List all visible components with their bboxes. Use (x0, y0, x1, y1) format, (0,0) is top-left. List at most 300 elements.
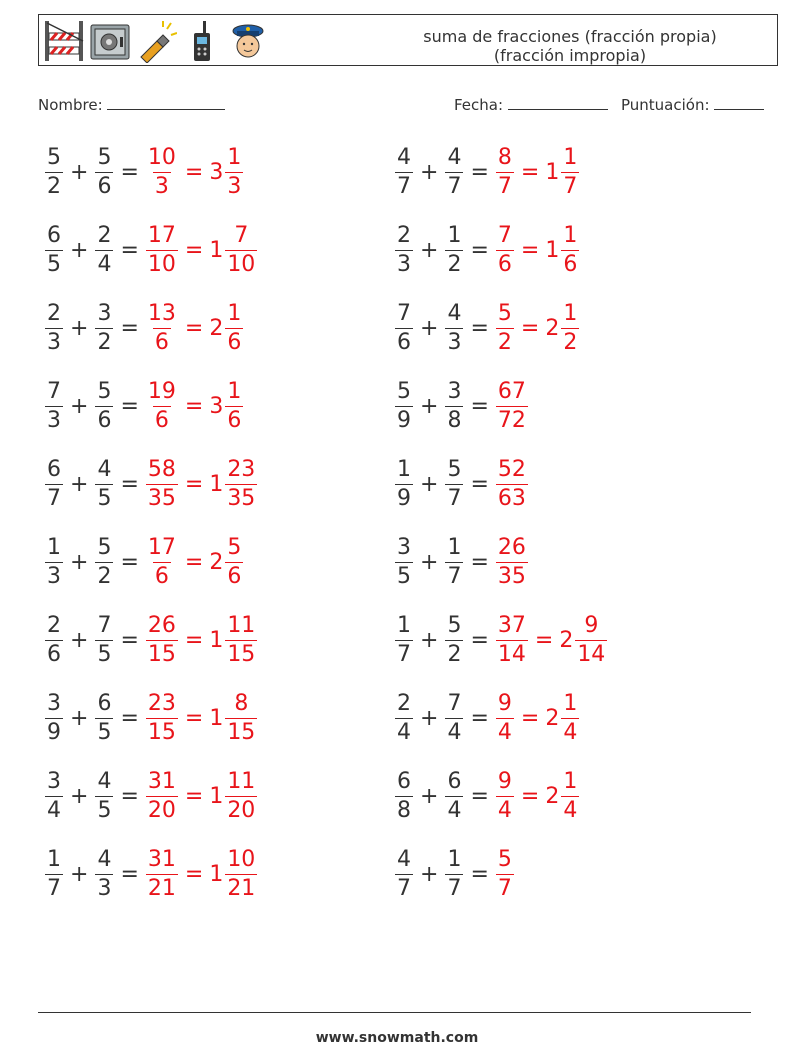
improper-answer (496, 378, 528, 433)
problem-row (44, 766, 258, 826)
improper-answer-denominator: 15 (147, 719, 176, 745)
addend-a (395, 846, 413, 901)
addend-a (395, 222, 413, 277)
addend-b-numerator: 5 (447, 612, 462, 638)
addend-b-numerator: 6 (447, 768, 462, 794)
mixed-whole: 1 (209, 705, 224, 731)
mixed-fraction (225, 534, 243, 589)
improper-answer (496, 300, 514, 355)
problem-row (44, 298, 244, 358)
improper-answer (146, 690, 178, 745)
equals-sign-answer: = (184, 861, 204, 887)
addend-a (45, 300, 63, 355)
walkie-talkie-icon (181, 19, 223, 63)
addend-a-numerator: 4 (397, 144, 411, 170)
improper-answer (146, 222, 178, 277)
addend-a-numerator: 3 (47, 690, 61, 716)
mixed-fraction-numerator: 1 (563, 690, 578, 716)
addend-b-denominator: 5 (97, 641, 112, 667)
addend-a-denominator: 7 (397, 173, 411, 199)
mixed-fraction-denominator: 4 (563, 719, 578, 745)
addend-a-denominator: 5 (47, 251, 61, 277)
improper-answer-denominator: 3 (154, 173, 169, 199)
equals-sign-answer: = (520, 159, 540, 185)
equals-sign: = (470, 861, 489, 887)
mixed-fraction-numerator: 5 (227, 534, 242, 560)
improper-answer (496, 612, 528, 667)
improper-answer (496, 456, 528, 511)
addend-a-numerator: 3 (397, 534, 411, 560)
mixed-fraction-denominator: 4 (563, 797, 578, 823)
addend-a-numerator: 7 (397, 300, 411, 326)
improper-answer-denominator: 21 (147, 875, 176, 901)
improper-answer-numerator: 10 (147, 144, 176, 170)
addend-a-denominator: 4 (47, 797, 61, 823)
addend-b-denominator: 8 (447, 407, 462, 433)
improper-answer-denominator: 72 (497, 407, 526, 433)
mixed-fraction-numerator: 1 (227, 378, 242, 404)
plus-sign: + (420, 627, 439, 653)
mixed-whole: 2 (209, 315, 224, 341)
mixed-fraction (561, 690, 579, 745)
addend-a-numerator: 6 (47, 222, 61, 248)
mixed-fraction-numerator: 1 (563, 222, 578, 248)
addend-a (45, 690, 63, 745)
problem-row (44, 688, 258, 748)
improper-answer-denominator: 14 (497, 641, 526, 667)
improper-answer-denominator: 15 (147, 641, 176, 667)
mixed-fraction-numerator: 8 (234, 690, 249, 716)
mixed-fraction (561, 300, 579, 355)
mixed-fraction (561, 222, 579, 277)
equals-sign-answer: = (184, 237, 204, 263)
addend-a-denominator: 9 (47, 719, 61, 745)
mixed-fraction-numerator: 1 (563, 768, 578, 794)
mixed-whole: 1 (209, 783, 224, 809)
addend-b-numerator: 6 (97, 690, 112, 716)
safe-icon (89, 19, 131, 63)
equals-sign-answer: = (184, 705, 204, 731)
plus-sign: + (70, 471, 89, 497)
improper-answer-numerator: 13 (147, 300, 176, 326)
improper-answer (146, 612, 178, 667)
addend-a-denominator: 5 (397, 563, 411, 589)
mixed-fraction (225, 300, 243, 355)
problem-row (394, 454, 529, 514)
addend-b-numerator: 4 (97, 456, 112, 482)
addend-a (395, 612, 413, 667)
mixed-fraction-numerator: 1 (227, 144, 242, 170)
addend-b (445, 846, 463, 901)
addend-b-numerator: 4 (97, 846, 112, 872)
addend-b (95, 846, 113, 901)
addend-a-denominator: 7 (397, 875, 411, 901)
problem-row (394, 298, 580, 358)
mixed-whole: 2 (559, 627, 574, 653)
equals-sign: = (120, 861, 139, 887)
equals-sign: = (120, 471, 139, 497)
improper-answer-denominator: 4 (497, 797, 512, 823)
addend-a-denominator: 3 (47, 329, 61, 355)
addend-a-denominator: 7 (47, 875, 61, 901)
addend-b-denominator: 5 (97, 485, 112, 511)
improper-answer (146, 846, 178, 901)
addend-b (95, 768, 113, 823)
problem-row (44, 142, 244, 202)
plus-sign: + (70, 237, 89, 263)
improper-answer-numerator: 8 (497, 144, 512, 170)
improper-answer-numerator: 7 (497, 222, 512, 248)
plus-sign: + (420, 237, 439, 263)
improper-answer-numerator: 26 (497, 534, 526, 560)
mixed-fraction-numerator: 1 (563, 144, 578, 170)
mixed-fraction-denominator: 6 (227, 407, 242, 433)
improper-answer (496, 534, 528, 589)
mixed-fraction-numerator: 23 (227, 456, 256, 482)
improper-answer-denominator: 35 (497, 563, 526, 589)
improper-answer-denominator: 6 (497, 251, 512, 277)
equals-sign: = (470, 159, 489, 185)
addend-a-denominator: 9 (397, 485, 411, 511)
addend-b-numerator: 1 (447, 846, 462, 872)
plus-sign: + (70, 627, 89, 653)
addend-b (95, 456, 113, 511)
addend-b-numerator: 4 (97, 768, 112, 794)
plus-sign: + (420, 471, 439, 497)
mixed-whole: 1 (209, 237, 224, 263)
addend-a-denominator: 3 (47, 563, 61, 589)
improper-answer-denominator: 63 (497, 485, 526, 511)
improper-answer (496, 846, 514, 901)
improper-answer-numerator: 31 (147, 846, 176, 872)
date-label: Fecha: (454, 96, 504, 114)
score-blank[interactable] (714, 95, 764, 110)
mixed-fraction-denominator: 3 (227, 173, 242, 199)
addend-a (45, 144, 63, 199)
addend-b-numerator: 3 (97, 300, 112, 326)
improper-answer-numerator: 5 (497, 846, 512, 872)
equals-sign: = (120, 705, 139, 731)
addend-a (395, 534, 413, 589)
addend-a-denominator: 3 (397, 251, 411, 277)
mixed-fraction-denominator: 6 (227, 563, 242, 589)
addend-a-denominator: 7 (397, 641, 411, 667)
mixed-fraction (561, 144, 579, 199)
addend-b-denominator: 7 (447, 563, 462, 589)
improper-answer (496, 690, 514, 745)
equals-sign: = (470, 783, 489, 809)
addend-a-denominator: 8 (397, 797, 411, 823)
addend-a-numerator: 1 (397, 612, 411, 638)
improper-answer-numerator: 37 (497, 612, 526, 638)
addend-b (95, 690, 113, 745)
addend-b-denominator: 5 (97, 719, 112, 745)
worksheet-title (369, 27, 771, 65)
equals-sign: = (120, 549, 139, 575)
footer-divider (38, 1012, 751, 1013)
improper-answer-numerator: 67 (497, 378, 526, 404)
score-label: Puntuación: (621, 96, 710, 114)
equals-sign: = (470, 315, 489, 341)
problem-row (394, 142, 580, 202)
mixed-fraction (225, 456, 257, 511)
equals-sign-answer: = (184, 471, 204, 497)
improper-answer-numerator: 58 (147, 456, 176, 482)
mixed-fraction-numerator: 11 (227, 768, 256, 794)
plus-sign: + (70, 315, 89, 341)
police-officer-icon (227, 19, 269, 63)
improper-answer-numerator: 19 (147, 378, 176, 404)
plus-sign: + (420, 549, 439, 575)
barrier-icon (43, 19, 85, 63)
addend-a-numerator: 5 (47, 144, 61, 170)
addend-a-numerator: 5 (397, 378, 411, 404)
problem-row (394, 688, 580, 748)
mixed-fraction-denominator: 14 (577, 641, 606, 667)
addend-a (45, 768, 63, 823)
name-blank[interactable] (107, 95, 225, 110)
mixed-fraction (225, 612, 257, 667)
addend-a-denominator: 3 (47, 407, 61, 433)
problem-row (44, 220, 258, 280)
problem-row (44, 454, 258, 514)
addend-b (95, 144, 113, 199)
improper-answer-denominator: 6 (154, 329, 169, 355)
addend-b (445, 690, 463, 745)
equals-sign: = (470, 549, 489, 575)
problem-row (44, 610, 258, 670)
equals-sign-answer: = (520, 237, 540, 263)
equals-sign-answer: = (184, 549, 204, 575)
improper-answer-numerator: 31 (147, 768, 176, 794)
plus-sign: + (70, 159, 89, 185)
worksheet-header (38, 14, 778, 66)
equals-sign: = (470, 705, 489, 731)
addend-b (445, 378, 463, 433)
improper-answer-numerator: 26 (147, 612, 176, 638)
mixed-fraction-denominator: 35 (227, 485, 256, 511)
addend-b-denominator: 2 (447, 251, 462, 277)
addend-b-denominator: 7 (447, 875, 462, 901)
addend-b-numerator: 4 (447, 144, 462, 170)
mixed-whole: 2 (545, 705, 560, 731)
addend-b-numerator: 5 (97, 534, 112, 560)
mixed-fraction-denominator: 6 (563, 251, 578, 277)
problem-row (394, 532, 529, 592)
improper-answer-denominator: 7 (497, 173, 512, 199)
addend-b (445, 144, 463, 199)
equals-sign-answer: = (520, 315, 540, 341)
improper-answer-numerator: 9 (497, 768, 512, 794)
plus-sign: + (70, 705, 89, 731)
addend-b-denominator: 7 (447, 173, 462, 199)
mixed-fraction (225, 846, 257, 901)
improper-answer-denominator: 4 (497, 719, 512, 745)
addend-b-denominator: 2 (97, 329, 112, 355)
equals-sign: = (120, 315, 139, 341)
problem-row (394, 844, 515, 904)
addend-b-denominator: 2 (447, 641, 462, 667)
mixed-fraction-denominator: 20 (227, 797, 256, 823)
plus-sign: + (70, 393, 89, 419)
improper-answer-numerator: 23 (147, 690, 176, 716)
plus-sign: + (420, 783, 439, 809)
mixed-fraction-numerator: 10 (227, 846, 256, 872)
improper-answer (146, 456, 178, 511)
plus-sign: + (420, 315, 439, 341)
addend-a (395, 144, 413, 199)
addend-a-numerator: 1 (47, 846, 61, 872)
problem-row (394, 220, 580, 280)
improper-answer (496, 768, 514, 823)
plus-sign: + (420, 393, 439, 419)
mixed-whole: 3 (209, 393, 224, 419)
addend-b (445, 300, 463, 355)
addend-a (395, 456, 413, 511)
equals-sign-answer: = (520, 783, 540, 809)
equals-sign: = (120, 159, 139, 185)
equals-sign: = (120, 237, 139, 263)
addend-b-denominator: 3 (447, 329, 462, 355)
addend-b (95, 300, 113, 355)
addend-a-numerator: 6 (47, 456, 61, 482)
addend-a-numerator: 2 (47, 300, 61, 326)
improper-answer-denominator: 6 (154, 407, 169, 433)
mixed-fraction-denominator: 21 (227, 875, 256, 901)
score-field (621, 95, 764, 114)
date-blank[interactable] (508, 95, 608, 110)
addend-b (445, 456, 463, 511)
problem-row (44, 532, 244, 592)
name-label: Nombre: (38, 96, 103, 114)
addend-a-numerator: 2 (47, 612, 61, 638)
date-field (454, 95, 608, 114)
improper-answer (146, 300, 178, 355)
equals-sign: = (120, 393, 139, 419)
mixed-fraction-denominator: 10 (227, 251, 256, 277)
addend-b-denominator: 6 (97, 173, 112, 199)
plus-sign: + (70, 549, 89, 575)
addend-b-numerator: 1 (447, 222, 462, 248)
mixed-fraction-denominator: 7 (563, 173, 578, 199)
equals-sign-answer: = (184, 393, 204, 419)
plus-sign: + (420, 159, 439, 185)
addend-a-numerator: 3 (47, 768, 61, 794)
equals-sign: = (470, 627, 489, 653)
improper-answer (146, 768, 178, 823)
addend-a-denominator: 4 (397, 719, 411, 745)
addend-b-numerator: 3 (447, 378, 462, 404)
addend-a-numerator: 1 (397, 456, 411, 482)
addend-a-numerator: 4 (397, 846, 411, 872)
name-field (38, 95, 225, 114)
mixed-whole: 1 (545, 159, 560, 185)
addend-b-numerator: 7 (97, 612, 112, 638)
addend-a (395, 378, 413, 433)
addend-a-denominator: 2 (47, 173, 61, 199)
addend-b-numerator: 5 (447, 456, 462, 482)
addend-b (445, 534, 463, 589)
mixed-whole: 2 (545, 315, 560, 341)
addend-b-numerator: 2 (97, 222, 112, 248)
mixed-fraction-denominator: 6 (227, 329, 242, 355)
equals-sign: = (470, 237, 489, 263)
mixed-fraction (225, 690, 257, 745)
addend-b-denominator: 4 (447, 797, 462, 823)
mixed-fraction-denominator: 15 (227, 641, 256, 667)
improper-answer (146, 534, 178, 589)
addend-b (445, 222, 463, 277)
addend-b-numerator: 5 (97, 378, 112, 404)
problem-row (44, 376, 244, 436)
footer-url: www.snowmath.com (315, 1030, 479, 1046)
mixed-fraction-numerator: 11 (227, 612, 256, 638)
improper-answer-numerator: 9 (497, 690, 512, 716)
header-icons (43, 18, 269, 64)
mixed-fraction-denominator: 15 (227, 719, 256, 745)
mixed-fraction (225, 768, 257, 823)
problem-row (394, 376, 529, 436)
addend-a (45, 534, 63, 589)
addend-b-numerator: 1 (447, 534, 462, 560)
problem-row (394, 766, 580, 826)
addend-a-denominator: 7 (47, 485, 61, 511)
improper-answer-denominator: 2 (497, 329, 512, 355)
addend-a-numerator: 2 (397, 690, 411, 716)
mixed-fraction-numerator: 1 (227, 300, 242, 326)
improper-answer (496, 222, 514, 277)
mixed-whole: 2 (545, 783, 560, 809)
flashlight-icon (135, 19, 177, 63)
addend-b-denominator: 7 (447, 485, 462, 511)
improper-answer-denominator: 35 (147, 485, 176, 511)
improper-answer-denominator: 6 (154, 563, 169, 589)
addend-a (45, 222, 63, 277)
addend-b-numerator: 5 (97, 144, 112, 170)
addend-b-numerator: 7 (447, 690, 462, 716)
improper-answer-denominator: 7 (497, 875, 512, 901)
addend-b-numerator: 4 (447, 300, 462, 326)
improper-answer-denominator: 10 (147, 251, 176, 277)
addend-a (395, 690, 413, 745)
improper-answer-numerator: 17 (147, 534, 176, 560)
equals-sign-answer: = (184, 159, 204, 185)
equals-sign-answer: = (184, 627, 204, 653)
addend-b (445, 612, 463, 667)
equals-sign: = (120, 783, 139, 809)
addend-b-denominator: 6 (97, 407, 112, 433)
title-line-1: suma de fracciones (fracción propia) (423, 27, 717, 46)
mixed-whole: 3 (209, 159, 224, 185)
addend-a (45, 612, 63, 667)
mixed-fraction (575, 612, 607, 667)
plus-sign: + (70, 861, 89, 887)
equals-sign-answer: = (534, 627, 554, 653)
plus-sign: + (420, 861, 439, 887)
mixed-whole: 1 (209, 861, 224, 887)
equals-sign-answer: = (184, 783, 204, 809)
equals-sign: = (470, 393, 489, 419)
mixed-fraction-numerator: 9 (584, 612, 599, 638)
mixed-whole: 1 (209, 627, 224, 653)
mixed-fraction (225, 144, 243, 199)
equals-sign-answer: = (184, 315, 204, 341)
addend-b-denominator: 3 (97, 875, 112, 901)
addend-a-numerator: 6 (397, 768, 411, 794)
addend-a (395, 300, 413, 355)
mixed-fraction (225, 378, 243, 433)
improper-answer-numerator: 5 (497, 300, 512, 326)
